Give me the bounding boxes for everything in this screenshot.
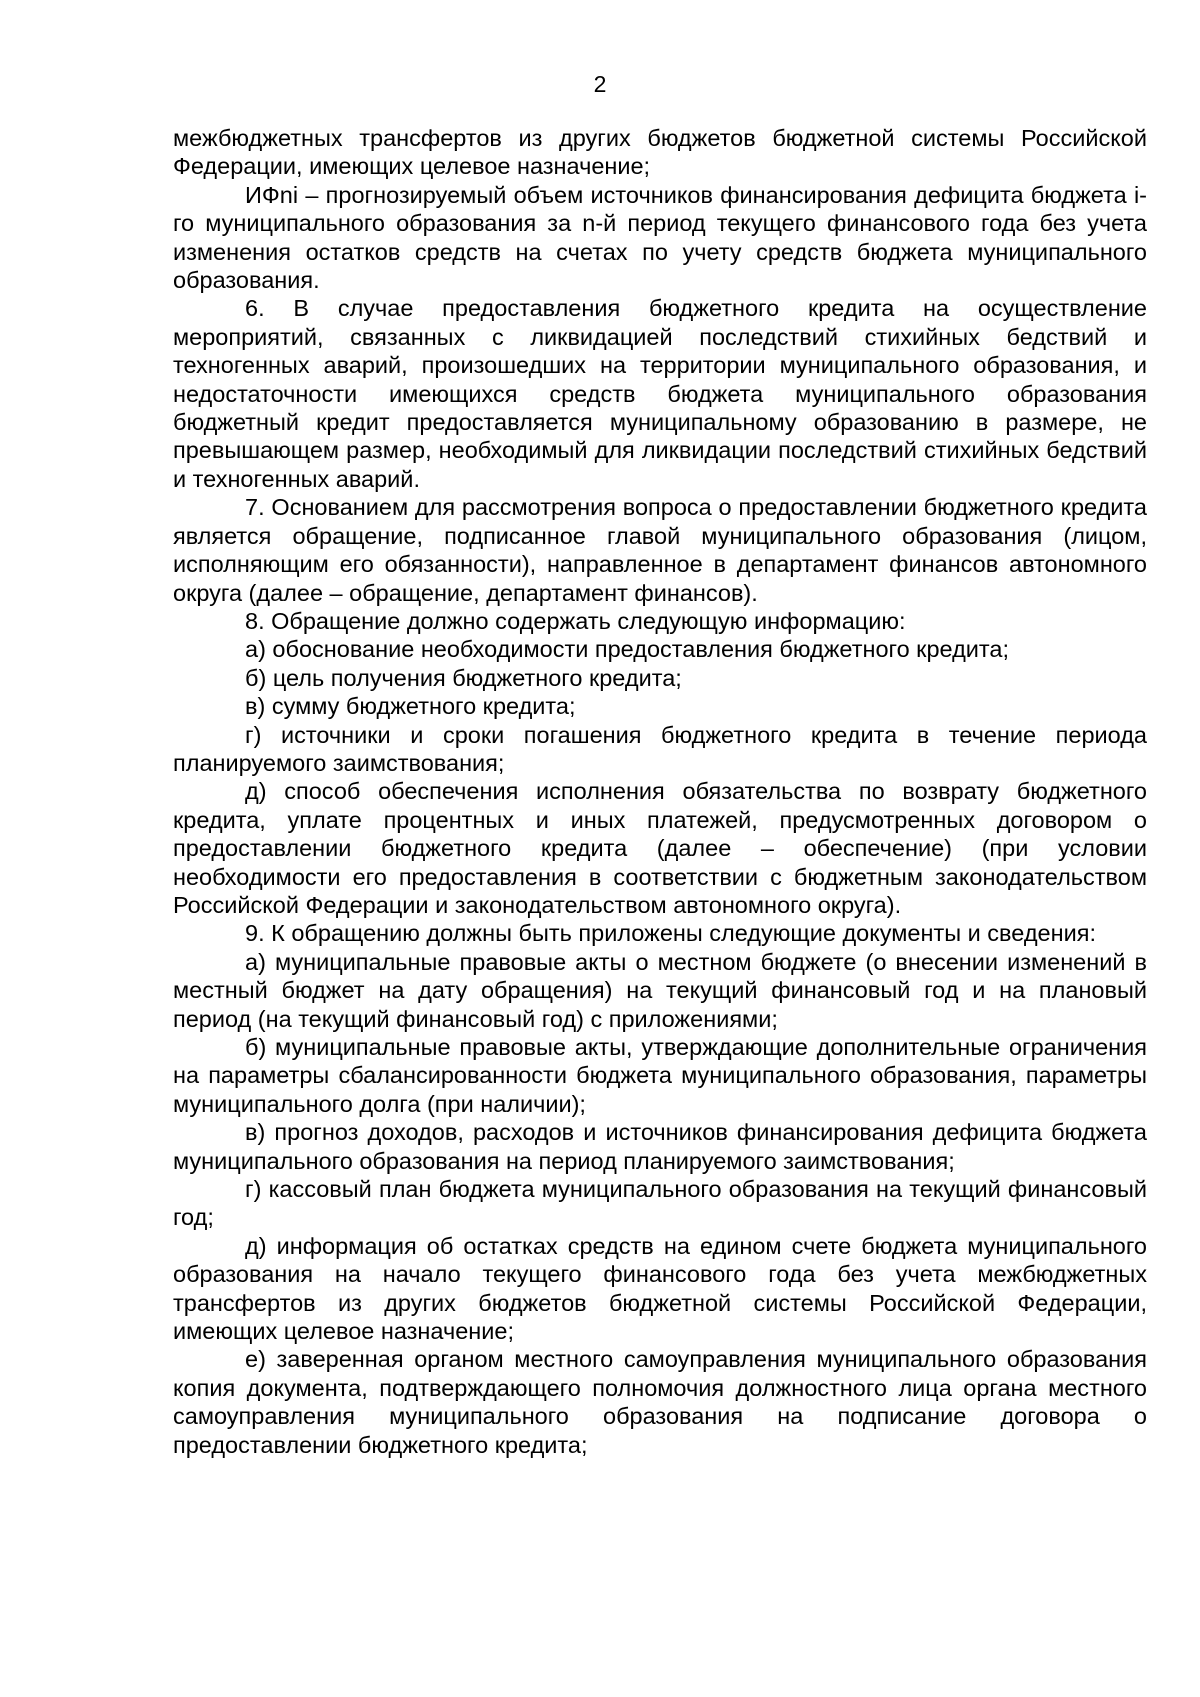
paragraph: 7. Основанием для рассмотрения вопроса о предоставлении бюджетного кредита является обращение, подписанное главой муниципального образования (лицом, исполняющим его обязанности), направленное в департамент финансов автономного округа (далее – обращение, департамент финансов). [173,494,1147,606]
list-item: д) способ обеспечения исполнения обязательства по возврату бюджетного кредита, уплате процентных и иных платежей, предусмотренных договором о предоставлении бюджетного кредита (далее – обеспечение) (при условии необходимости его предоставления в соответствии с бюджетным законодательством Российской Федерации и законодательством автономного округа). [173,778,1147,918]
document-body [173,124,1147,1459]
list-item: в) прогноз доходов, расходов и источников финансирования дефицита бюджета муниципального образования на период планируемого заимствования; [173,1119,1147,1174]
list-item: г) кассовый план бюджета муниципального образования на текущий финансовый год; [173,1176,1147,1231]
paragraph: ИФni – прогнозируемый объем источников финансирования дефицита бюджета i-го муниципального образования за n-й период текущего финансового года без учета изменения остатков средств на счетах по учету средств бюджета муниципального образования. [173,181,1147,294]
list-item: а) обоснование необходимости предоставления бюджетного кредита; [245,636,1010,663]
paragraph: 9. К обращению должны быть приложены следующие документы и сведения: [245,920,1096,947]
list-item: а) муниципальные правовые акты о местном бюджете (о внесении изменений в местный бюджет на дату обращения) на текущий финансовый год и на плановый период (на текущий финансовый год) с приложениями; [173,948,1147,1032]
paragraph: 6. В случае предоставления бюджетного кредита на осуществление мероприятий, связанных с ликвидацией последствий стихийных бедствий и техногенных аварий, произошедших на территории муниципального образования, и недостаточности имеющихся средств бюджета муниципального образования бюджетный кредит предоставляется муниципальному образованию в размере, не превышающем размер, необходимый для ликвидации последствий стихийных бедствий и техногенных аварий. [173,295,1147,492]
list-item: б) цель получения бюджетного кредита; [245,664,682,691]
list-item: е) заверенная органом местного самоуправления муниципального образования копия документа, подтверждающего полномочия должностного лица органа местного самоуправления муниципального образования на подписание договора о предоставлении бюджетного кредита; [173,1346,1147,1458]
paragraph: 8. Обращение должно содержать следующую информацию: [245,607,906,634]
list-item: в) сумму бюджетного кредита; [245,693,576,720]
page-number: 2 [593,71,607,97]
paragraph: межбюджетных трансфертов из других бюджетов бюджетной системы Российской Федерации, имеющих целевое назначение; [173,125,1147,180]
list-item: д) информация об остатках средств на едином счете бюджета муниципального образования на начало текущего финансового года без учета межбюджетных трансфертов из других бюджетов бюджетной системы Российской Федерации, имеющих целевое назначение; [173,1232,1147,1345]
list-item: г) источники и сроки погашения бюджетного кредита в течение периода планируемого заимствования; [173,721,1147,776]
list-item: б) муниципальные правовые акты, утверждающие дополнительные ограничения на параметры сбалансированности бюджета муниципального образования, параметры муниципального долга (при наличии); [173,1034,1147,1117]
